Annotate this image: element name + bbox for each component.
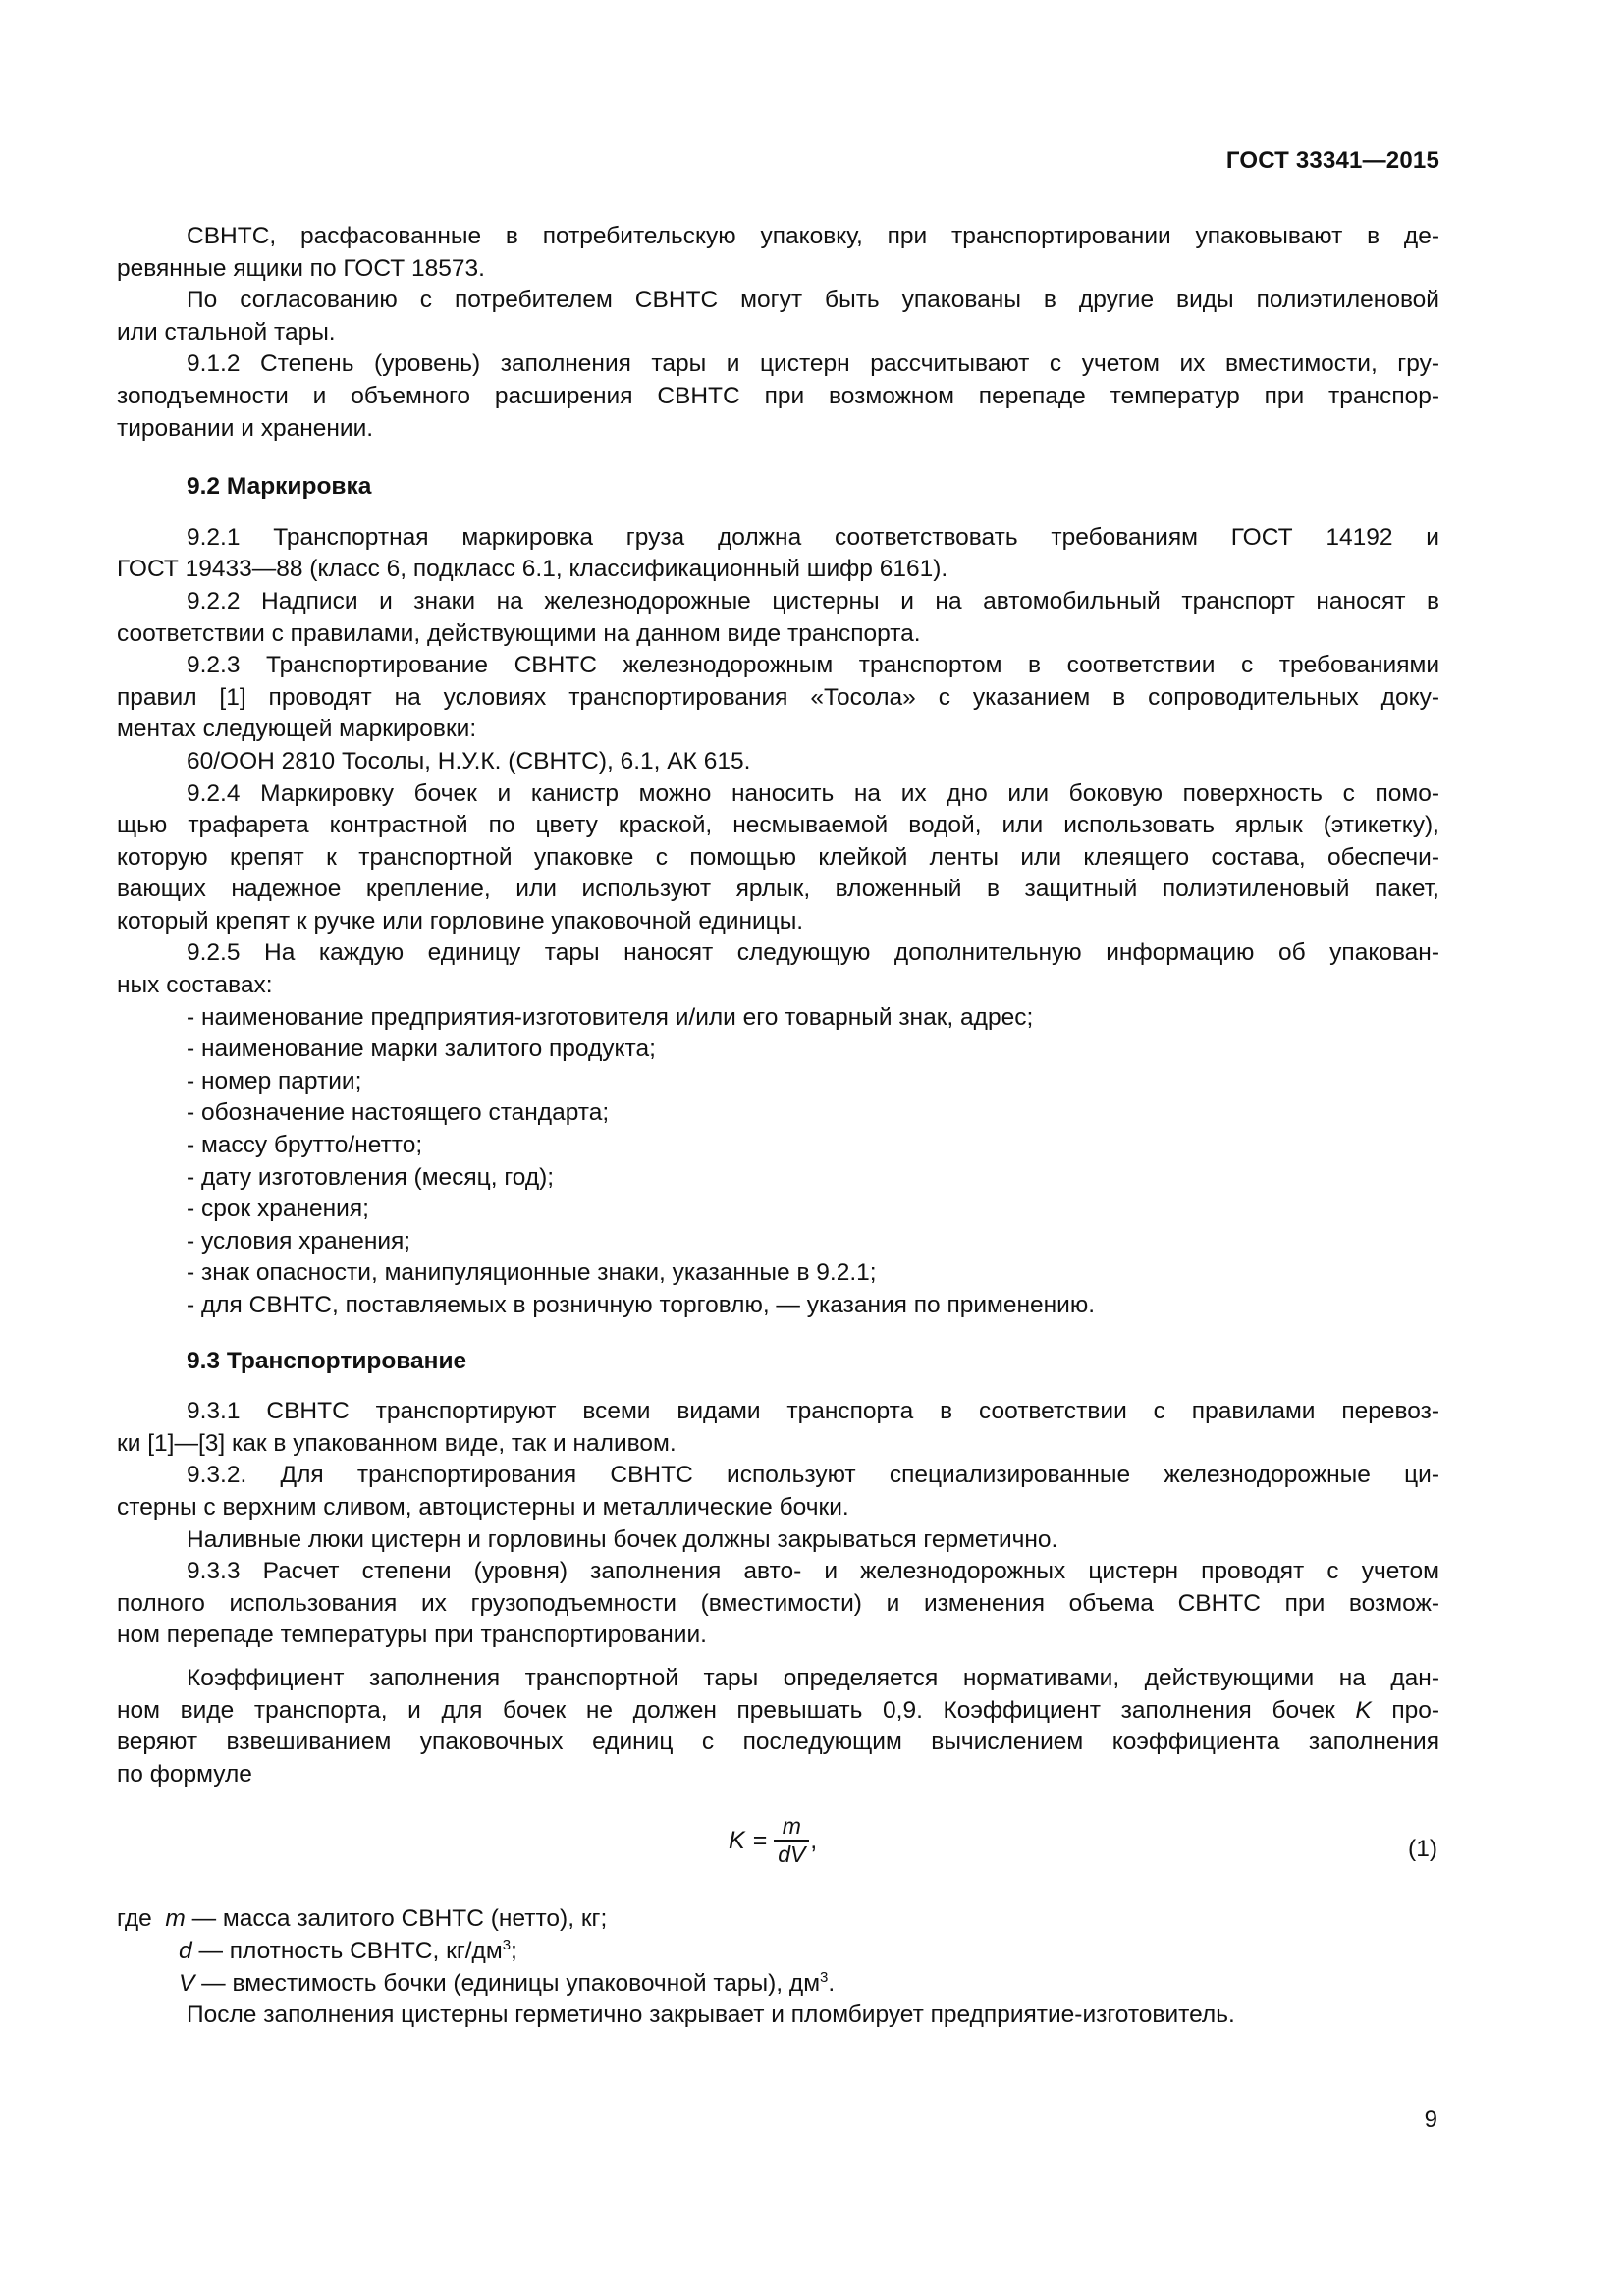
formula-number: (1): [1408, 1836, 1437, 1863]
definition-m: [117, 1903, 1439, 1936]
variable-d: d: [179, 1937, 192, 1964]
list-item: - обозначение настоящего стандарта;: [187, 1099, 610, 1127]
text-line: полного использования их грузоподъемности (вместимости) и изменения объема СВНТС при возмож-: [117, 1589, 1439, 1617]
list-item: - наименование марки залитого продукта;: [187, 1036, 656, 1063]
text-line: по формуле: [117, 1760, 252, 1788]
section-heading-9-2: 9.2 Маркировка: [187, 473, 372, 501]
paragraph: [117, 285, 1439, 348]
info-list: [117, 1002, 1439, 1322]
list-item: - массу брутто/нетто;: [187, 1132, 423, 1159]
marking-text: 60/ООН 2810 Тосолы, Н.У.К. (СВНТС), 6.1, АК 615.: [187, 747, 751, 774]
text-line: СВНТС, расфасованные в потребительскую упаковку, при транспортировании упаковывают в де-: [187, 223, 1439, 249]
text-line: 9.3.1 СВНТС транспортируют всеми видами транспорта в соответствии с правилами перевоз-: [187, 1398, 1439, 1425]
punctuation: .: [828, 1969, 836, 1997]
text-line: 9.2.4 Маркировку бочек и канистр можно наносить на их дно или боковую поверхность с помо-: [187, 779, 1439, 807]
paragraph-9-2-5: [117, 937, 1439, 1001]
text-line: зоподъемности и объемного расширения СВНТС при возможном перепаде температур при транспор-: [117, 382, 1439, 409]
list-item: - номер партии;: [187, 1067, 362, 1095]
text-line: щью трафарета контрастной по цвету краской, несмываемой водой, или использовать ярлык (этикетку),: [117, 812, 1439, 839]
definition-d: [117, 1936, 1439, 1968]
variable-definitions: [117, 1903, 1439, 2031]
variable-k: K: [1355, 1696, 1372, 1724]
superscript: 3: [502, 1936, 512, 1953]
text-line: которую крепят к транспортной упаковке с помощью клейкой ленты или клеящего состава, обеспечи-: [117, 843, 1439, 871]
text-fragment: про-: [1371, 1696, 1440, 1724]
paragraph-fill-coefficient: [117, 1663, 1439, 1790]
list-item: - для СВНТС, поставляемых в розничную торговлю, — указания по применению.: [187, 1292, 1096, 1318]
variable-m: m: [165, 1905, 186, 1933]
text-line: вающих надежное крепление, или используют ярлык, вложенный в защитный полиэтиленовый пакет,: [117, 876, 1439, 903]
paragraph-9-2-1: [117, 522, 1439, 586]
list-item: - знак опасности, манипуляционные знаки, указанные в 9.2.1;: [187, 1259, 877, 1287]
text-line: правил [1] проводят на условиях транспортирования «Тосола» с указанием в сопроводительных доку-: [117, 683, 1439, 711]
section-heading-9-3: 9.3 Транспортирование: [187, 1347, 467, 1374]
text-line: или стальной тары.: [117, 318, 336, 346]
paragraph-9-2-2: [117, 586, 1439, 650]
formula-lhs: K: [729, 1826, 745, 1854]
formula: [729, 1813, 817, 1868]
text-line: ГОСТ 19433—88 (класс 6, подкласс 6.1, классификационный шифр 6161).: [117, 556, 948, 583]
standard-header: ГОСТ 33341—2015: [1225, 147, 1439, 174]
text-line: соответствии с правилами, действующими на данном виде транспорта.: [117, 619, 921, 647]
hatches-text: Наливные люки цистерн и горловины бочек должны закрываться герметично.: [187, 1525, 1058, 1553]
text-line: По согласованию с потребителем СВНТС могут быть упакованы в другие виды полиэтиленовой: [187, 287, 1439, 314]
text-line: 9.1.2 Степень (уровень) заполнения тары и цистерн рассчитывают с учетом их вместимости, гру-: [187, 350, 1439, 378]
definition-text: — вместимость бочки (единицы упаковочной тары), дм: [194, 1969, 821, 1997]
definition-text: — масса залитого СВНТС (нетто), кг;: [185, 1905, 608, 1933]
paragraph-9-3-3: [117, 1556, 1439, 1652]
text-line: стерны с верхним сливом, автоцистерны и металлические бочки.: [117, 1493, 849, 1521]
formula-numerator: m: [782, 1813, 801, 1840]
text-line: ревянные ящики по ГОСТ 18573.: [117, 254, 485, 282]
list-item: - дату изготовления (месяц, год);: [187, 1163, 555, 1191]
text-line: Коэффициент заполнения транспортной тары определяется нормативами, действующими на дан-: [187, 1664, 1439, 1691]
paragraph: [117, 221, 1439, 285]
formula-denominator: dV: [778, 1841, 806, 1867]
paragraph-9-2-4: [117, 778, 1439, 938]
page-number: 9: [1424, 2107, 1437, 2133]
paragraph-9-3-1: [117, 1396, 1439, 1460]
formula-fraction: [774, 1813, 809, 1868]
text-line: 9.3.3 Расчет степени (уровня) заполнения авто- и железнодорожных цистерн проводят с учетом: [187, 1558, 1439, 1585]
where-word: где: [117, 1905, 152, 1933]
text-line: 9.2.2 Надписи и знаки на железнодорожные цистерны и на автомобильный транспорт наносят в: [187, 587, 1439, 614]
final-sentence: После заполнения цистерны герметично закрывает и пломбирует предприятие-изготовитель.: [187, 2002, 1235, 2029]
definition-v: [117, 1968, 1439, 2001]
punctuation: ;: [511, 1937, 517, 1964]
formula-equals: =: [752, 1826, 768, 1854]
text-line: который крепят к ручке или горловине упаковочной единицы.: [117, 907, 804, 934]
definition-text: — плотность СВНТС, кг/дм: [191, 1937, 503, 1964]
list-item: - условия хранения;: [187, 1227, 411, 1255]
paragraph-9-3-2: [117, 1460, 1439, 1523]
list-item: - срок хранения;: [187, 1196, 369, 1223]
text-line: веряют взвешиванием упаковочных единиц с последующим вычислением коэффициента заполнения: [117, 1729, 1439, 1756]
text-line: ментах следующей маркировки:: [117, 716, 477, 743]
text-line: [117, 1695, 1439, 1728]
text-line: ном перепаде температуры при транспортировании.: [117, 1622, 707, 1649]
paragraph-9-2-3: [117, 650, 1439, 746]
text-line: 9.2.1 Транспортная маркировка груза должна соответствовать требованиям ГОСТ 14192 и: [187, 523, 1439, 551]
document-body: [117, 221, 1439, 2032]
text-fragment: ном виде транспорта, и для бочек не должен превышать 0,9. Коэффициент заполнения бочек: [117, 1696, 1356, 1724]
paragraph-9-1-2: [117, 348, 1439, 445]
text-line: тировании и хранении.: [117, 414, 374, 442]
text-line: 9.3.2. Для транспортирования СВНТС используют специализированные железнодорожные ци-: [187, 1462, 1439, 1489]
variable-v: V: [179, 1969, 195, 1997]
text-line: 9.2.3 Транспортирование СВНТС железнодорожным транспортом в соответствии с требованиями: [187, 652, 1439, 679]
text-line: ных составах:: [117, 972, 273, 999]
superscript: 3: [820, 1968, 829, 1986]
list-item: - наименование предприятия-изготовителя и/или его товарный знак, адрес;: [187, 1003, 1034, 1031]
formula-block: [117, 1807, 1439, 1886]
text-line: ки [1]—[3] как в упакованном виде, так и наливом.: [117, 1429, 677, 1457]
formula-comma: ,: [810, 1826, 818, 1854]
text-line: 9.2.5 На каждую единицу тары наносят следующую дополнительную информацию об упакован-: [187, 939, 1439, 967]
